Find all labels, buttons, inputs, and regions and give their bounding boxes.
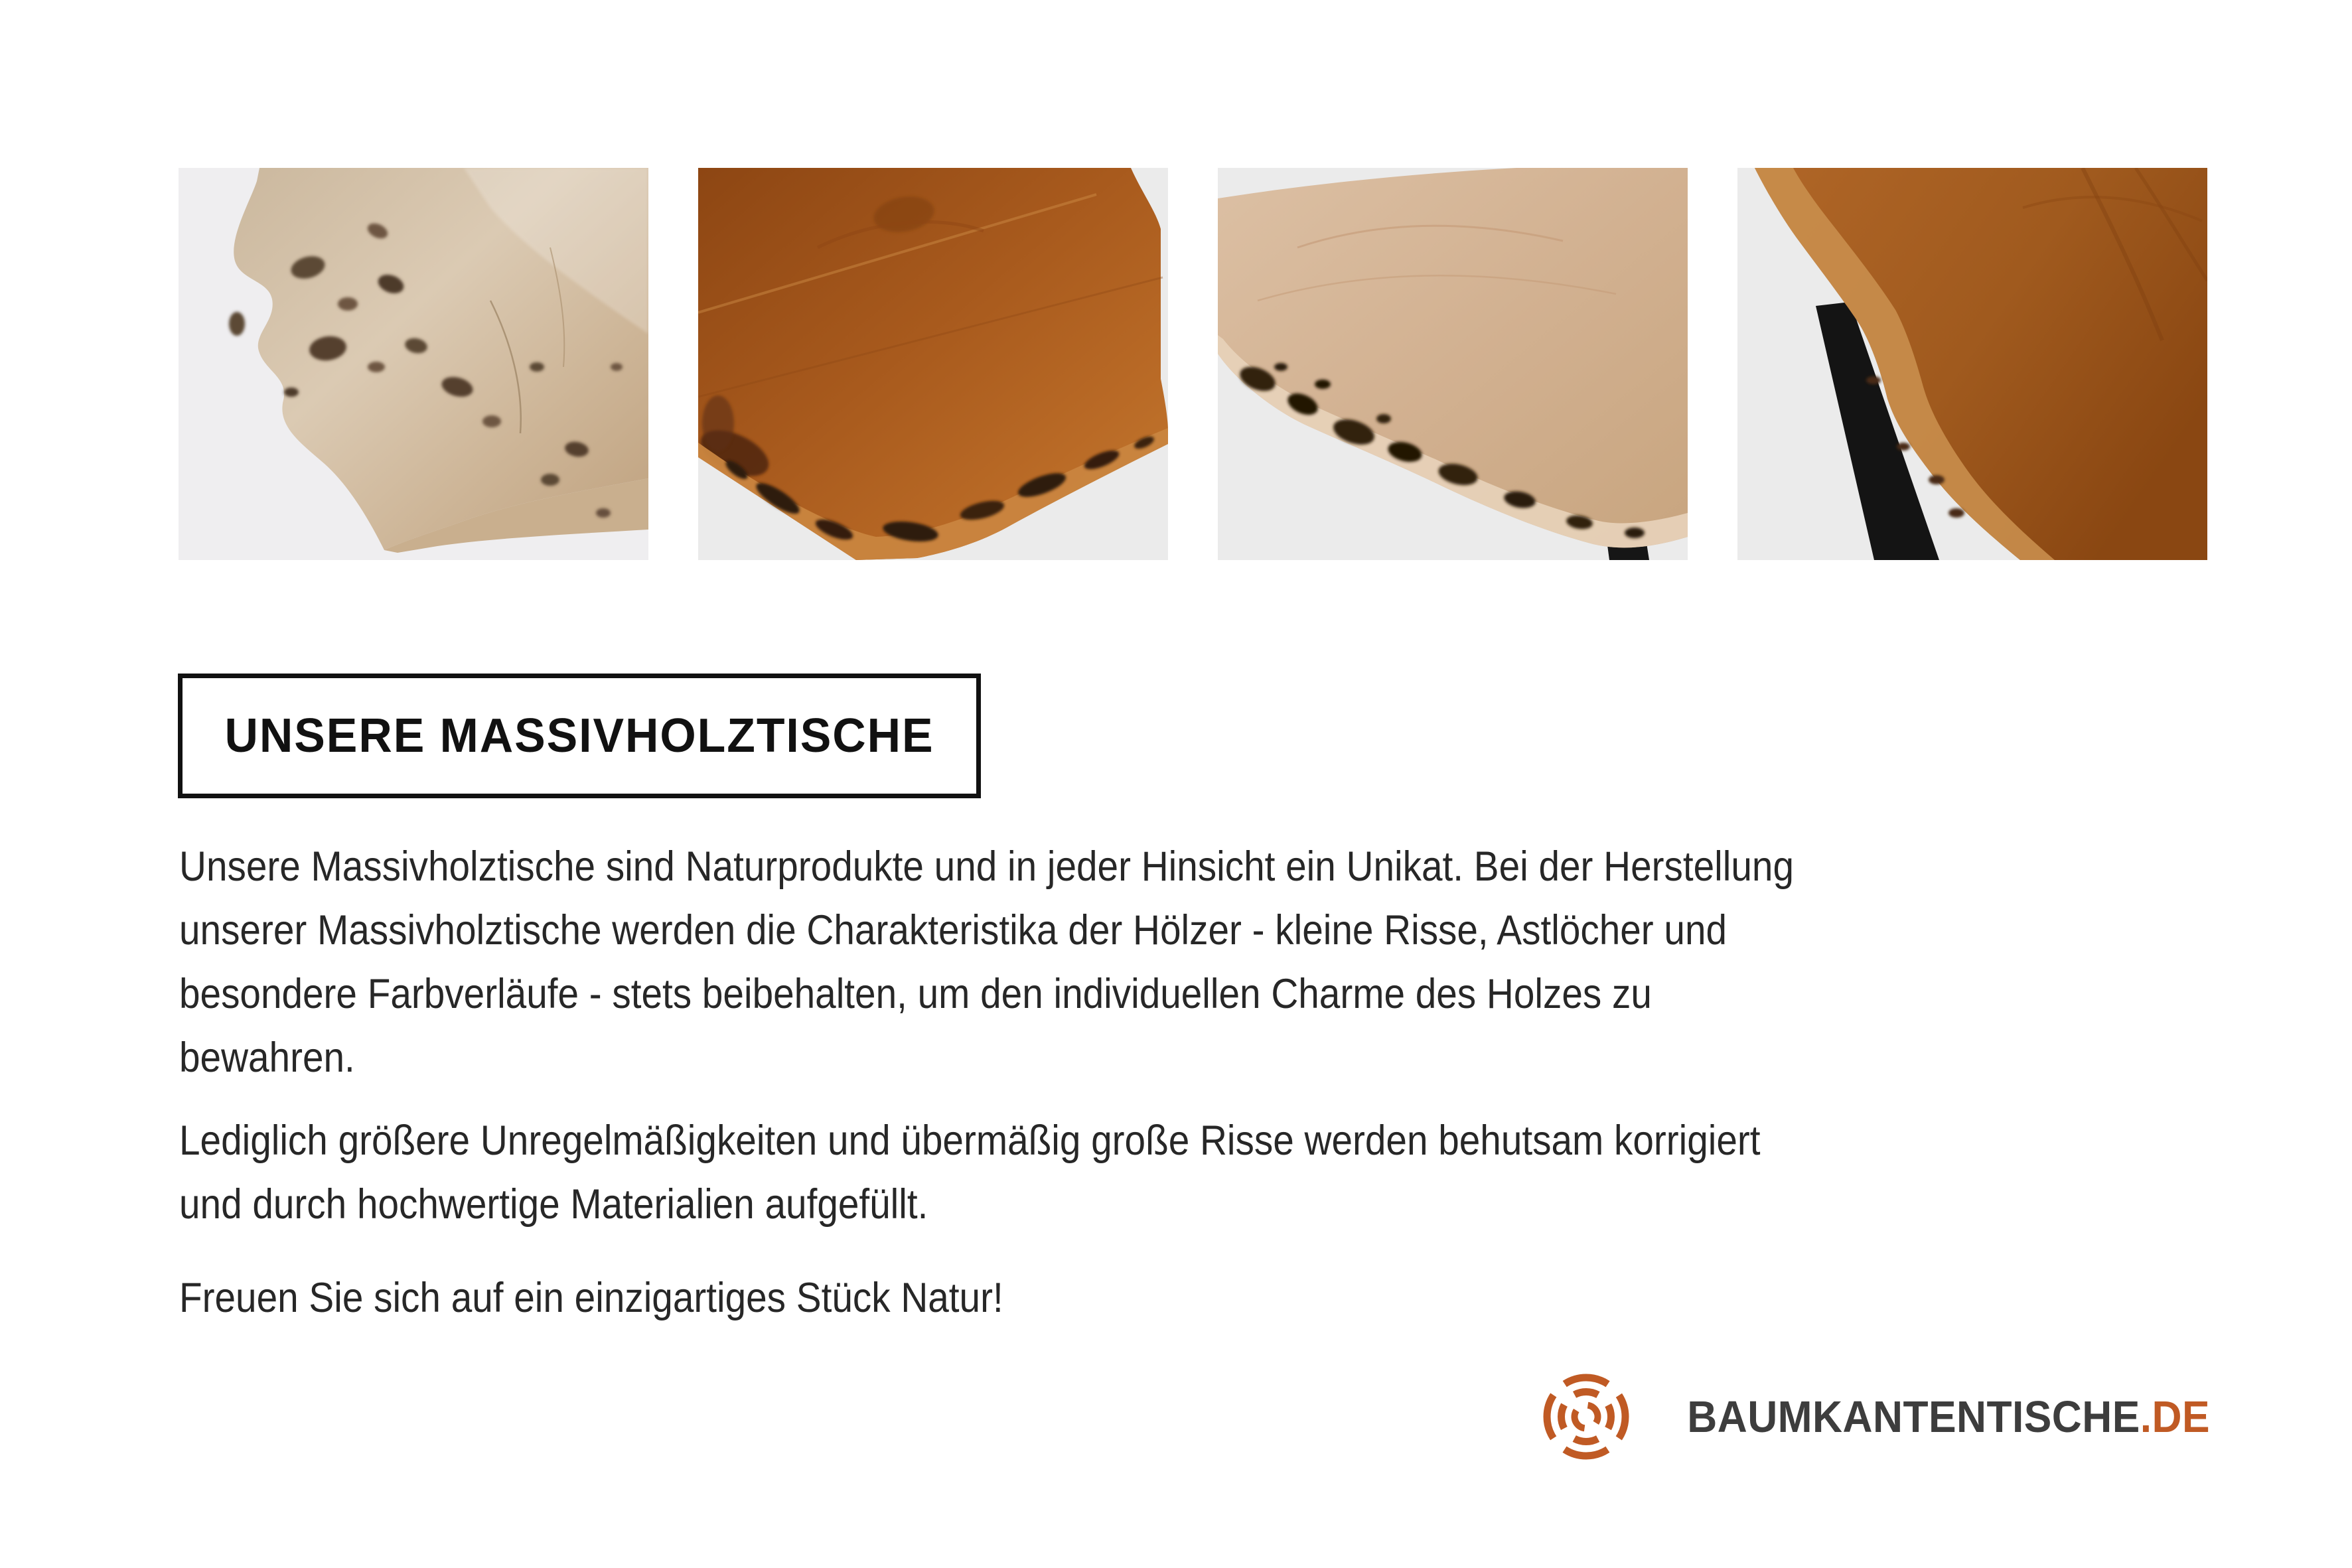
photo-light-wood-knots-leg: [1218, 168, 1688, 560]
warm-wood-live-edge-image: [698, 168, 1168, 560]
paragraph-line: und durch hochwertige Materialien aufgefüllt.: [179, 1181, 928, 1228]
paragraph-line: Lediglich größere Unregelmäßigkeiten und übermäßig große Risse werden behutsam korrigiert: [179, 1117, 1761, 1164]
brand-name: BAUMKANTENTISCHE: [1687, 1391, 2140, 1442]
brand-logo: [1542, 1372, 2210, 1461]
brand-wordmark: [1687, 1391, 2210, 1443]
paragraph-closing: [179, 1266, 1095, 1330]
paragraph-line: Unsere Massivholztische sind Naturprodukte und in jeder Hinsicht ein Unikat. Bei der Herstellung: [179, 843, 1794, 890]
paragraph-intro: [179, 835, 1973, 1090]
paragraph-corrections: [179, 1109, 1936, 1236]
photo-light-wood-slab-corner: [179, 168, 648, 560]
section-title: UNSERE MASSIVHOLZTISCHE: [224, 709, 934, 762]
photo-warm-wood-live-edge: [698, 168, 1168, 560]
tree-rings-icon: [1542, 1372, 1631, 1461]
paragraph-line: bewahren.: [179, 1034, 355, 1081]
paragraph-line: besondere Farbverläufe - stets beibehalten, um den individuellen Charme des Holzes zu: [179, 971, 1652, 1017]
light-wood-knots-leg-image: [1218, 168, 1688, 560]
paragraph-line: unserer Massivholztische werden die Charakteristika der Hölzer - kleine Risse, Astlöcher und: [179, 907, 1727, 954]
warm-wood-metal-leg-image: [1737, 168, 2207, 560]
light-wood-slab-corner-image: [179, 168, 648, 560]
photo-warm-wood-metal-leg: [1737, 168, 2207, 560]
section-heading-box: [178, 674, 981, 798]
paragraph-line: Freuen Sie sich auf ein einzigartiges Stück Natur!: [179, 1275, 1003, 1321]
brand-tld: .DE: [2140, 1391, 2210, 1442]
